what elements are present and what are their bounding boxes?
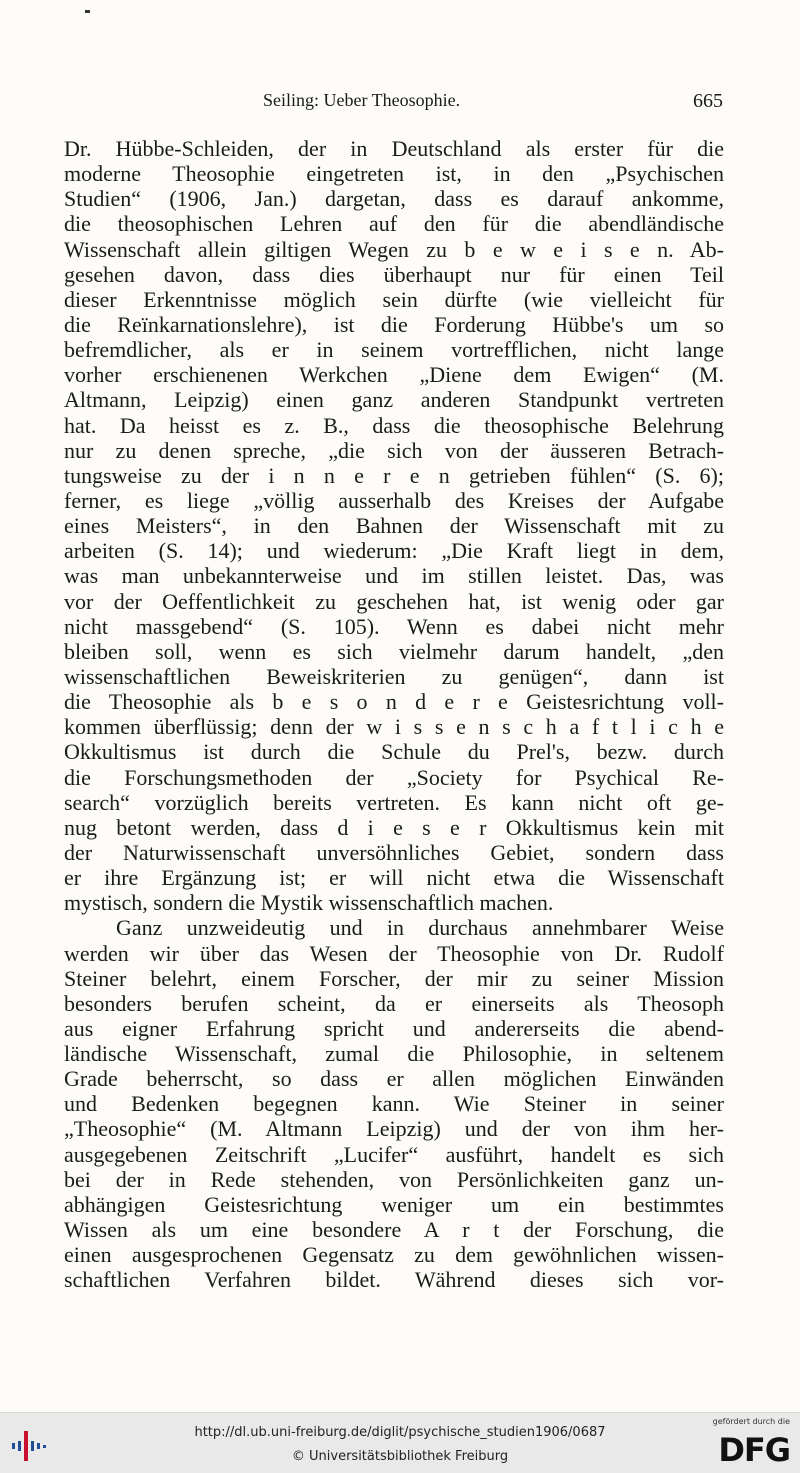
body-line: einen ausgesprochenen Gegensatz zu dem gewöhnlichen wissen- (64, 1242, 724, 1268)
body-line: wissenschaftlichen Beweiskriterien zu genügen“, dann ist (64, 663, 724, 689)
body-line: nicht massgebend“ (S. 105). Wenn es dabei nicht mehr (64, 613, 724, 639)
body-line: vorher erschienenen Werkchen „Diene dem Ewigen“ (M. (64, 362, 724, 388)
body-line: die theosophischen Lehren auf den für die abendländische (64, 211, 724, 237)
body-line: ausgegebenen Zeitschrift „Lucifer“ ausführt, handelt es sich (64, 1141, 724, 1167)
scan-mark (85, 10, 90, 13)
dfg-logo (704, 1417, 790, 1471)
body-line: „Theosophie“ (M. Altmann Leipzig) und der von ihm her- (64, 1116, 724, 1142)
body-line: ferner, es liege „völlig ausserhalb des Kreises der Aufgabe (64, 487, 724, 513)
body-line: Steiner belehrt, einem Forscher, der mir zu seiner Mission (64, 965, 724, 991)
body-line: tungsweise zu der i n n e r e n getrieben fühlen“ (S. 6); (64, 462, 724, 488)
footer-copyright: © Universitätsbibliothek Freiburg (291, 1449, 509, 1464)
body-line: bei der in Rede stehenden, von Persönlichkeiten ganz un- (64, 1166, 724, 1192)
running-head (263, 90, 723, 116)
body-line: Studien“ (1906, Jan.) dargetan, dass es darauf ankomme, (64, 186, 724, 212)
body-line: ländische Wissenschaft, zumal die Philosophie, in seltenem (64, 1041, 724, 1067)
body-line: besonders berufen scheint, da er einerseits als Theosoph (64, 990, 724, 1016)
body-line: Altmann, Leipzig) einen ganz anderen Standpunkt vertreten (64, 387, 724, 413)
body-line: was man unbekannterweise und im stillen leistet. Das, was (64, 563, 724, 589)
body-line: eines Meisters“, in den Bahnen der Wissenschaft mit zu (64, 513, 724, 539)
body-line: die Theosophie als b e s o n d e r e Geistesrichtung voll- (64, 689, 724, 715)
body-line: die Forschungsmethoden der „Society for Psychical Re- (64, 764, 724, 790)
body-line: Dr. Hübbe-Schleiden, der in Deutschland als erster für die (64, 136, 724, 161)
body-line: nur zu denen spreche, „die sich von der äusseren Betrach- (64, 437, 724, 463)
body-line: Grade beherrscht, so dass er allen möglichen Einwänden (64, 1066, 724, 1092)
body-line: kommen überflüssig; denn der w i s s e n s c h a f t l i c h e (64, 714, 724, 740)
body-line: befremdlicher, als er in seinem vortrefflichen, nicht lange (64, 337, 724, 363)
body-line: gesehen davon, dass dies überhaupt nur für einen Teil (64, 261, 724, 287)
body-line: die Reïnkarnationslehre), ist die Forderung Hübbe's um so (64, 311, 724, 337)
body-line: und Bedenken begegnen kann. Wie Steiner in seiner (64, 1091, 724, 1117)
body-line: aus eigner Erfahrung spricht und andererseits die abend- (64, 1015, 724, 1041)
body-line: Wissenschaft allein giltigen Wegen zu b e w e i s e n. Ab- (64, 236, 724, 262)
footer-bar (0, 1412, 800, 1473)
body-line: bleiben soll, wenn es sich vielmehr darum handelt, „den (64, 638, 724, 664)
footer-url-link[interactable]: http://dl.ub.uni-freiburg.de/diglit/psychische_studien1906/0687 (194, 1425, 606, 1440)
dfg-caption: gefördert durch die (712, 1417, 790, 1426)
body-line: er ihre Ergänzung ist; er will nicht etwa die Wissenschaft (64, 865, 724, 891)
dfg-wordmark: DFG (718, 1431, 790, 1469)
body-line: werden wir über das Wesen der Theosophie von Dr. Rudolf (64, 940, 724, 966)
body-line: Wissen als um eine besondere A r t der Forschung, die (64, 1217, 724, 1243)
body-line: moderne Theosophie eingetreten ist, in den „Psychischen (64, 161, 724, 187)
body-line: abhängigen Geistesrichtung weniger um ein bestimmtes (64, 1191, 724, 1217)
body-line: hat. Da heisst es z. B., dass die theosophische Belehrung (64, 412, 724, 438)
body-text (64, 136, 724, 1292)
body-line: dieser Erkenntnisse möglich sein dürfte (wie vielleicht für (64, 286, 724, 312)
body-line: Okkultismus ist durch die Schule du Prel's, bezw. durch (64, 739, 724, 765)
body-line: vor der Oeffentlichkeit zu geschehen hat, ist wenig oder gar (64, 588, 724, 614)
body-line: der Naturwissenschaft unversöhnliches Gebiet, sondern dass (64, 839, 724, 865)
body-line: Ganz unzweideutig und in durchaus annehmbarer Weise (116, 915, 724, 941)
body-line: search“ vorzüglich bereits vertreten. Es kann nicht oft ge- (64, 789, 724, 815)
body-line: schaftlichen Verfahren bildet. Während dieses sich vor- (64, 1267, 724, 1293)
page-number: 665 (693, 90, 723, 112)
body-line: mystisch, sondern die Mystik wissenschaftlich machen. (64, 890, 554, 916)
running-title: Seiling: Ueber Theosophie. (263, 90, 461, 110)
body-line: nug betont werden, dass d i e s e r Okkultismus kein mit (64, 814, 724, 840)
body-line: arbeiten (S. 14); und wiederum: „Die Kraft liegt in dem, (64, 538, 724, 564)
